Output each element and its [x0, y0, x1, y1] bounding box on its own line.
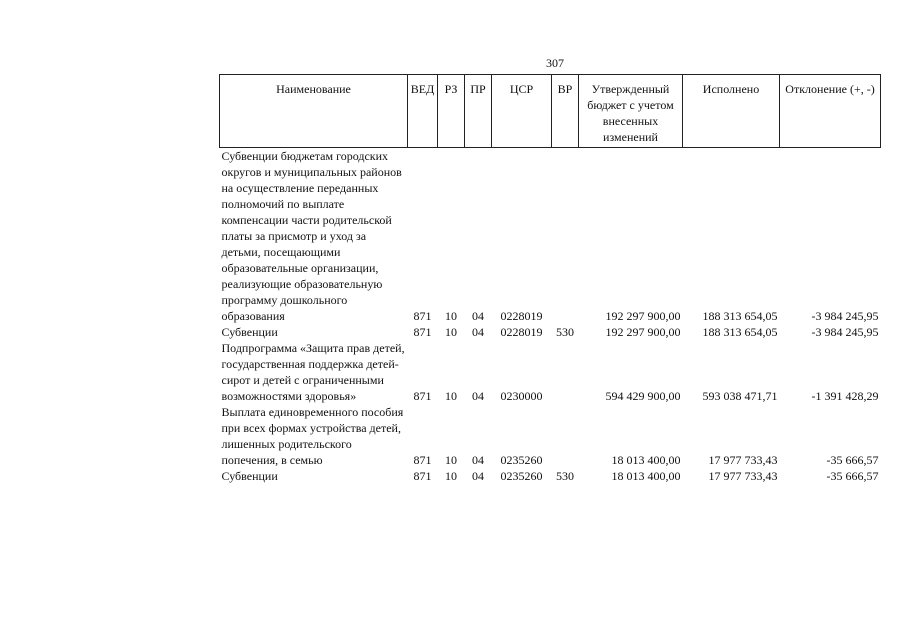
row-name: Выплата единовременного пособия при всех формах устройства детей, лишенных родительского попечения, в семью — [221, 405, 404, 467]
row-rz: 10 — [445, 469, 457, 483]
row-rz: 10 — [445, 389, 457, 403]
row-deviation: -3 984 245,95 — [811, 325, 879, 339]
header-ved: ВЕД — [408, 75, 438, 148]
table-row — [220, 324, 881, 340]
row-ved: 871 — [413, 325, 432, 339]
row-vr — [552, 340, 579, 404]
row-csr: 0228019 — [500, 309, 543, 323]
header-vr: ВР — [552, 75, 579, 148]
row-pr: 04 — [472, 469, 484, 483]
row-ved: 871 — [413, 309, 432, 323]
row-name: Субвенции бюджетам городских округов и муниципальных районов на осуществление переданных полномочий по выплате компенсации части родительской платы за присмотр и уход за детьми, посещающими образовательные организации, реализующие образовательную программу дошкольного образования — [221, 149, 402, 323]
row-ved: 871 — [413, 469, 432, 483]
row-csr: 0228019 — [500, 325, 543, 339]
row-vr — [552, 404, 579, 468]
row-csr: 0235260 — [500, 469, 543, 483]
row-approved: 192 297 900,00 — [605, 309, 681, 323]
row-csr: 0235260 — [500, 453, 543, 467]
row-name: Подпрограмма «Защита прав детей, государственная поддержка детей-сирот и детей с ограниченными возможностями здоровья» — [221, 341, 405, 403]
row-ved: 871 — [413, 453, 432, 467]
row-pr: 04 — [472, 309, 484, 323]
row-deviation: -3 984 245,95 — [811, 309, 879, 323]
header-approved: Утвержденный бюджет с учетом внесенных изменений — [579, 75, 683, 148]
row-rz: 10 — [445, 309, 457, 323]
row-executed: 17 977 733,43 — [708, 453, 778, 467]
row-executed: 188 313 654,05 — [702, 309, 778, 323]
table-row — [220, 340, 881, 404]
row-executed: 593 038 471,71 — [702, 389, 778, 403]
row-pr: 04 — [472, 325, 484, 339]
row-name: Субвенции — [221, 469, 278, 483]
budget-table — [219, 74, 881, 484]
row-rz: 10 — [445, 453, 457, 467]
row-rz: 10 — [445, 325, 457, 339]
header-pr: ПР — [465, 75, 492, 148]
table-body — [220, 148, 881, 485]
header-deviation: Отклонение (+, -) — [780, 75, 881, 148]
header-csr: ЦСР — [492, 75, 552, 148]
row-pr: 04 — [472, 453, 484, 467]
header-name: Наименование — [220, 75, 408, 148]
budget-report — [219, 74, 880, 484]
row-approved: 192 297 900,00 — [605, 325, 681, 339]
row-name: Субвенции — [221, 325, 278, 339]
row-approved: 594 429 900,00 — [605, 389, 681, 403]
row-csr: 0230000 — [500, 389, 543, 403]
row-approved: 18 013 400,00 — [611, 453, 681, 467]
table-header — [220, 75, 881, 148]
row-vr: 530 — [556, 469, 574, 483]
row-ved: 871 — [413, 389, 432, 403]
row-executed: 188 313 654,05 — [702, 325, 778, 339]
row-deviation: -1 391 428,29 — [811, 389, 879, 403]
row-executed: 17 977 733,43 — [708, 469, 778, 483]
row-approved: 18 013 400,00 — [611, 469, 681, 483]
row-deviation: -35 666,57 — [826, 453, 879, 467]
table-row — [220, 468, 881, 484]
row-deviation: -35 666,57 — [826, 469, 879, 483]
header-executed: Исполнено — [683, 75, 780, 148]
page-number: 307 — [546, 56, 564, 70]
row-vr — [552, 148, 579, 325]
table-row — [220, 148, 881, 325]
header-rz: РЗ — [438, 75, 465, 148]
row-vr: 530 — [556, 325, 574, 339]
table-row — [220, 404, 881, 468]
row-pr: 04 — [472, 389, 484, 403]
